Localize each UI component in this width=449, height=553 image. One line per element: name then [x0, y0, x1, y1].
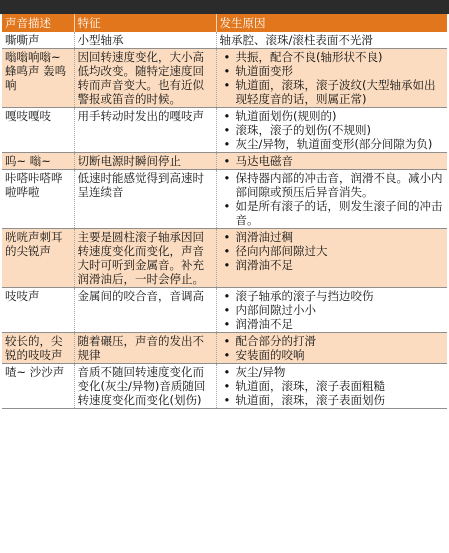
sound-description: 吱吱声	[2, 288, 74, 333]
cause-item: • 轨道面变形	[220, 64, 445, 78]
table-row	[2, 49, 447, 108]
sound-description: 嗡嗡响嗡~蜂鸣声 轰鸣响	[2, 49, 74, 108]
cause-list	[220, 289, 445, 331]
header-description: 声音描述	[2, 14, 74, 32]
sound-cause	[216, 108, 447, 153]
sound-feature: 低速时能感觉得到高速时呈连续音	[74, 170, 216, 229]
sound-cause	[216, 49, 447, 108]
table-row	[2, 170, 447, 229]
sound-feature: 主要是圆柱滚子轴承因回转速度变化而变化，声音大时可听到金属音。补充润滑油后，一时会停止。	[74, 229, 216, 288]
cause-list	[220, 365, 445, 407]
cause-item: • 如是所有滚子的话，则发生滚子间的冲击音。	[220, 199, 445, 227]
cause-item: • 保持器内部的冲击音，润滑不良。减小内部间隙或预压后异音消失。	[220, 171, 445, 199]
cause-item: • 配合部分的打滑	[220, 334, 445, 348]
cause-item: • 马达电磁音	[220, 154, 445, 168]
sound-description: 嘶嘶声	[2, 32, 74, 49]
table-row	[2, 108, 447, 153]
cause-list	[220, 50, 445, 106]
cause-item: • 径向内部间隙过大	[220, 244, 445, 258]
sound-cause	[216, 333, 447, 364]
sound-description: 喳~ 沙沙声	[2, 364, 74, 409]
sound-cause	[216, 32, 447, 49]
table-row	[2, 333, 447, 364]
cause-list	[220, 154, 445, 168]
sound-feature: 随着碾压，声音的发出不规律	[74, 333, 216, 364]
table-row	[2, 288, 447, 333]
cause-item: • 灰尘/异物，轨道面变形(部分间隙为负)	[220, 137, 445, 151]
cause-item: • 安装面的咬响	[220, 348, 445, 362]
sound-feature: 用手转动时发出的嘎吱声	[74, 108, 216, 153]
cause-item: • 轨道面划伤(规则的)	[220, 109, 445, 123]
sound-cause	[216, 364, 447, 409]
cause-item: • 灰尘/异物	[220, 365, 445, 379]
table-header-row	[2, 14, 447, 32]
sound-feature: 金属间的咬合音，音调高	[74, 288, 216, 333]
table-row	[2, 32, 447, 49]
sound-description: 咔嗒咔嗒哗啦哗啦	[2, 170, 74, 229]
header-feature: 特征	[74, 14, 216, 32]
cause-item: • 轨道面，滚珠，滚子表面粗糙	[220, 379, 445, 393]
sound-feature: 因回转速度变化，大小高低均改变。随特定速度回转而声音变大。也有近似警报或笛音的时候。	[74, 49, 216, 108]
cause-item: • 润滑油不足	[220, 317, 445, 331]
sound-cause	[216, 229, 447, 288]
sound-feature: 切断电源时瞬间停止	[74, 153, 216, 170]
sound-feature: 音质不随回转速度变化而变化(灰尘/异物)音质随回转速度变化而变化(划伤)	[74, 364, 216, 409]
cause-item: • 滚子轴承的滚子与挡边咬伤	[220, 289, 445, 303]
sound-cause	[216, 170, 447, 229]
table-row	[2, 364, 447, 409]
sound-description: 较长的，尖锐的吱吱声	[2, 333, 74, 364]
cause-item: • 润滑油过稠	[220, 230, 445, 244]
table-row	[2, 229, 447, 288]
cause-item: • 轨道面，滚珠，滚子表面划伤	[220, 393, 445, 407]
cause-item: • 内部间隙过小小	[220, 303, 445, 317]
cause-list	[220, 230, 445, 272]
sound-cause	[216, 153, 447, 170]
cause-list	[220, 171, 445, 227]
cause-list	[220, 109, 445, 151]
sound-cause	[216, 288, 447, 333]
bearing-noise-table	[2, 14, 447, 409]
cause-list	[220, 334, 445, 362]
header-cause: 发生原因	[216, 14, 447, 32]
cause-item: • 润滑油不足	[220, 258, 445, 272]
cause-text: 轴承腔、滚珠/滚柱表面不光滑	[219, 33, 373, 47]
sound-description: 咣咣声刺耳的尖锐声	[2, 229, 74, 288]
sound-description: 呜~ 嗡~	[2, 153, 74, 170]
cause-item: • 滚珠，滚子的划伤(不规则)	[220, 123, 445, 137]
sound-description: 嘎吱嘎吱	[2, 108, 74, 153]
top-bar	[0, 0, 449, 14]
sound-feature: 小型轴承	[74, 32, 216, 49]
table-row	[2, 153, 447, 170]
cause-item: • 轨道面，滚珠，滚子波纹(大型轴承如出现轻度音的话，则属正常)	[220, 78, 445, 106]
cause-item: • 共振，配合不良(轴形状不良)	[220, 50, 445, 64]
